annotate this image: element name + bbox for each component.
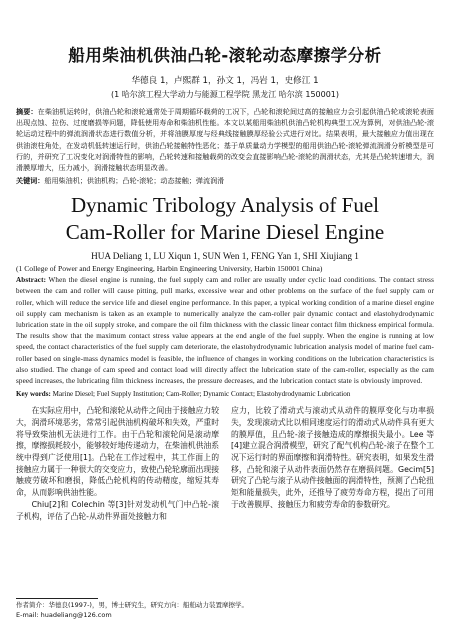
footnote-email: E-mail: huadeliang@126.com xyxy=(16,610,112,619)
english-abstract-text: When the diesel engine is running, the fuel supply cam and roller are usually under cyclic load conditions. The contact stress between the cam and roller will cause pitting, pull marks, excessive wear and other problems on the surface of the fuel supply cam or roller, which will reduce the service life and diesel engine performance. In this paper, a typical working condition of a marine diesel engine oil supply cam mechanism is taken as an example to numerically analyze the cam-roller pair dynamic contact and elastohydrodynamic lubrication state in the oil supply stroke, and compare the oil film thickness with the classic linear contact film thickness empirical formula. The results show that the maximum contact stress value appears at the end angle of the fuel supply. When the engine is running at low speed, the contact characteristics of the fuel supply cam deteriorate, the elastohydrodynamic lubrication analysis model of marine fuel cam-roller based on single-mass dynamics model is feasible, the influence of changes in working conditions on the lubrication characteristics is also studied. The change of cam speed and contact load will directly affect the lubrication state of the cam-roller, especially as the cam speed increases, the lubricating film thickness increases, the pressure decreases, and the lubrication contact state is obviously improved. xyxy=(16,276,434,386)
english-keywords xyxy=(16,389,434,399)
body-paragraph: 在实际应用中，凸轮和滚轮从动件之间由于接触应力较大，润滑环境恶劣，常常引起供油机构破坏和失效，严重时将导致柴油机无法进行工作。由于凸轮和滚轮间是滚动摩擦，摩擦损耗较小，能够较好地传递动力，在柴油机供油系统中得到广泛使用[1]。凸轮在工作过程中，其工作面上的接触应力属于一种很大的交变应力，致使凸轮轮廓面出现接触疲劳破坏和磨损，降低凸轮机构的传动精度，缩短其寿命，从而影响供油性能。 xyxy=(16,406,219,498)
chinese-abstract-label: 摘要： xyxy=(16,107,38,116)
chinese-abstract xyxy=(16,106,434,173)
chinese-keywords-label: 关键词： xyxy=(16,176,45,186)
english-keywords-label: Key words: xyxy=(16,390,51,399)
english-keywords-text: Marine Diesel; Fuel Supply Institution; Cam-Roller; Dynamic Contact; Elastohydrodynamic Lubrication xyxy=(52,390,351,399)
english-authors: HUA Deliang 1, LU Xiqun 1, SUN Wen 1, FENG Yan 1, SHI Xiujiang 1 xyxy=(91,251,359,262)
chinese-keywords xyxy=(16,175,434,186)
chinese-affiliation: (1 哈尔滨工程大学动力与能源工程学院 黑龙江 哈尔滨 150001) xyxy=(110,90,340,99)
english-title-line-2: Cam-Roller for Marine Diesel Engine xyxy=(65,220,385,245)
body-paragraph: 应力，比较了滑动式与滚动式从动件的膜厚变化与功率损失，发现滚动式比以相同速度运行的滑动式从动件具有更大的膜厚值，且凸轮-滚子接触造成的摩擦损失最小。Lee 等[4]建立混合润滑模型，研究了配气机构凸轮-滚子在整个工况下运行时的界面摩擦和润滑特性。研究表明，如果发生滑移，凸轮和滚子从动件表面仍然存在磨损问题。Gecim[5]研究了凸轮与滚子从动件接触面的润滑特性，预测了凸轮扭矩和能量损失，此外，还推导了疲劳寿命方程，提出了可用于改善膜厚、接触压力和疲劳寿命的参数研究。 xyxy=(231,406,434,509)
english-title-line-1: Dynamic Tribology Analysis of Fuel xyxy=(70,193,380,218)
footnote-rule xyxy=(16,598,98,599)
chinese-abstract-text: 在柴油机运转时，供油凸轮和滚轮通常处于周期循环载荷的工况下，凸轮和滚轮间过高的接触应力会引起供油凸轮或滚轮表面出现点蚀、拉伤、过度磨损等问题，降低使用寿命和柴油机性能。本文以某船用柴油机供油凸轮机构典型工况为算例，对供油凸轮-滚轮运动过程中的弹流润滑状态进行数值分析，并将油膜厚度与经典线接触膜厚经验公式进行对比。结果表明，最大接触应力值出现在供油滚柱角处，在发动机低转速运行时，供油凸轮接触特性恶化；基于单质量动力学模型的船用供油凸轮-滚轮弹流润滑分析模型是可行的，并研究了工况变化对润滑特性的影响，凸轮转速和接触载荷的改变会直接影响凸轮-滚轮的润滑状态，尤其是凸轮转速增大，润滑膜厚增大，压力减小，润滑接触状态明显改善。 xyxy=(16,107,435,173)
chinese-keywords-text: 船用柴油机；供油机构；凸轮-滚轮；动态接触；弹流润滑 xyxy=(44,176,225,186)
body-column-left xyxy=(16,405,219,522)
english-abstract-label: Abstract: xyxy=(16,276,47,285)
footnote xyxy=(16,601,248,620)
chinese-title: 船用柴油机供油凸轮-滚轮动态摩擦学分析 xyxy=(68,46,382,65)
footnote-author-bio: 作者简介：华德良(1997-)，男，博士研究生，研究方向：船舶动力装置摩擦学。 xyxy=(16,601,248,609)
body-paragraph: Chiu[2]和 Colechin 等[3]针对发动机气门中凸轮-滚子机构，评估了凸轮-从动件界面处接触力和 xyxy=(16,499,219,521)
english-title xyxy=(16,192,434,246)
body-columns xyxy=(16,405,434,522)
body-column-right xyxy=(231,405,434,522)
chinese-authors: 华德良 1，卢熙群 1，孙文 1，冯岩 1，史修江 1 xyxy=(131,76,319,86)
english-abstract xyxy=(16,275,434,387)
english-affiliation: (1 College of Power and Energy Engineering, Harbin Engineering University, Harbin 150001 China) xyxy=(16,264,323,274)
